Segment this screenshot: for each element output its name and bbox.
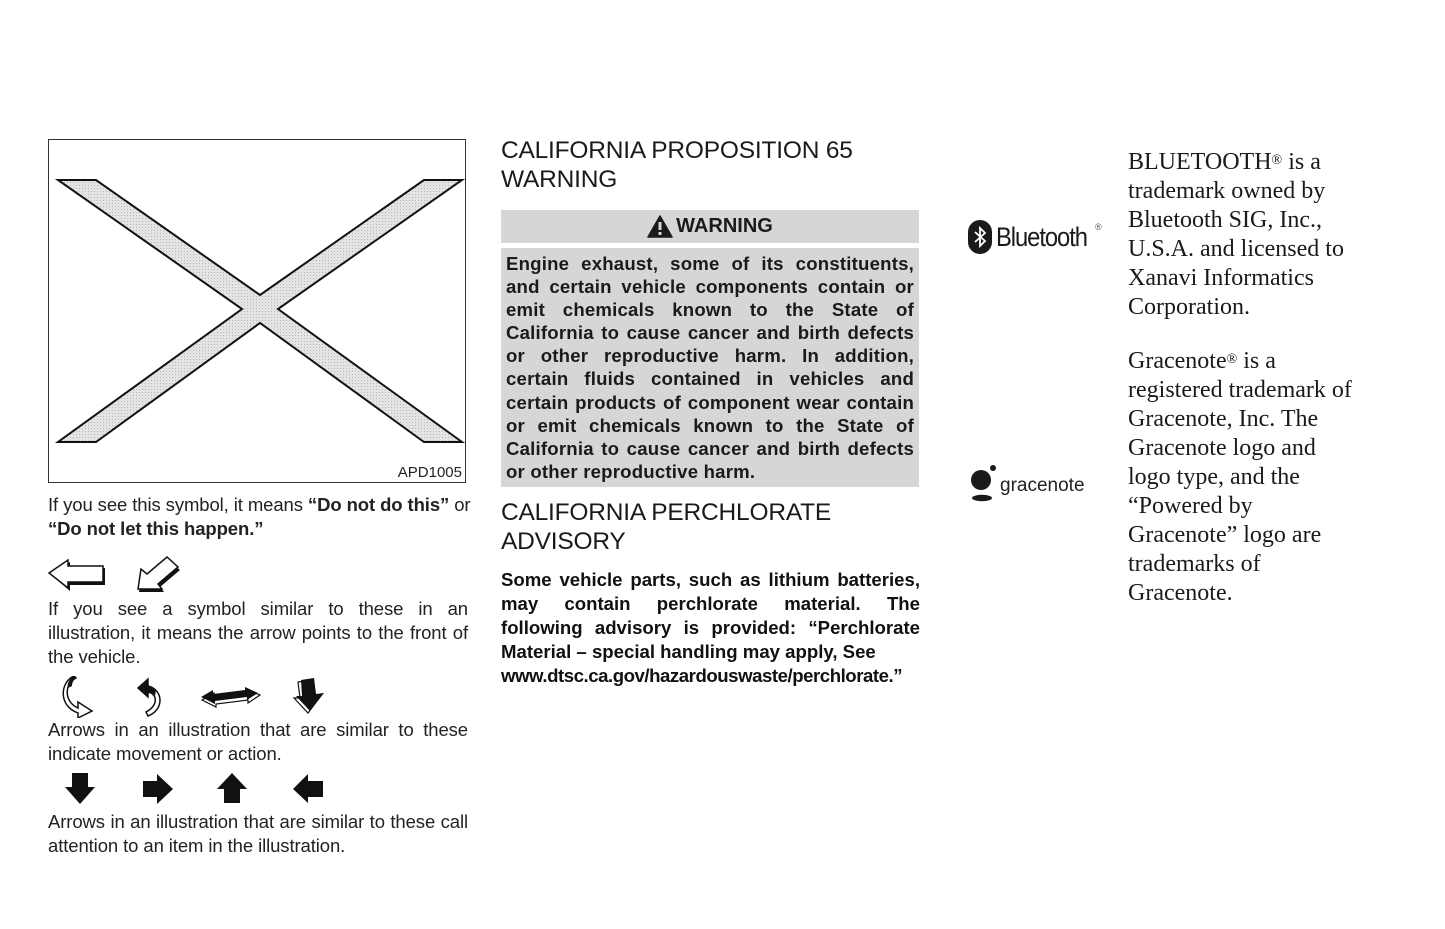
symbol-text-prefix: If you see this symbol, it means [48, 494, 308, 515]
bluetooth-line: U.S.A. and licensed to [1128, 236, 1344, 262]
bluetooth-icon [968, 220, 992, 254]
prop65-title-line1: CALIFORNIA PROPOSITION 65 [501, 137, 853, 164]
outline-arrow-left-icon [48, 558, 108, 592]
prop65-title-line2: WARNING [501, 166, 618, 193]
prohibition-figure [48, 139, 466, 483]
bluetooth-line: BLUETOOTH [1128, 149, 1272, 175]
gracenote-line: registered trademark of [1128, 377, 1352, 403]
curved-arrow-counterclockwise-icon [136, 676, 166, 718]
movement-arrows-description: Arrows in an illustration that are similar to these indicate movement or action. [48, 719, 468, 764]
warning-triangle-icon [647, 215, 673, 238]
gracenote-wordmark: gracenote [1000, 475, 1085, 496]
attention-arrows-description: Arrows in an illustration that are similar to these call attention to an item in the illustration. [48, 811, 468, 856]
perchlorate-title [501, 498, 831, 556]
gracenote-icon [968, 463, 998, 503]
gracenote-line: Gracenote logo and [1128, 435, 1316, 461]
gracenote-line: trademarks of [1128, 551, 1261, 577]
perchlorate-title-line2: ADVISORY [501, 528, 626, 555]
bluetooth-registered-mark: ® [1095, 222, 1102, 232]
do-not-do-this-text: “Do not do this” [307, 494, 450, 515]
warning-body: Engine exhaust, some of its constituents, and certain vehicle components contain or emit chemicals known to the State of California to cause cancer and birth defects or other reproductive harm. In addition, certain fluids contained in vehicles and certain products of component wear contain or emit chemicals known to the State of California to cause cancer and birth defects or other reproductive harm. [501, 248, 919, 487]
gracenote-line: Gracenote [1128, 348, 1227, 374]
bluetooth-line: Xanavi Informatics [1128, 265, 1314, 291]
symbol-text-or: or [449, 494, 471, 515]
bluetooth-line: Corporation. [1128, 294, 1250, 320]
warning-header [501, 210, 919, 243]
perchlorate-advisory [501, 568, 920, 688]
prop65-title [501, 136, 853, 194]
front-arrows-description: If you see a symbol similar to these in an illustration, it means the arrow points to the front of the vehicle. [48, 598, 468, 667]
gracenote-trademark-text [1128, 347, 1428, 608]
gracenote-line: “Powered by [1128, 493, 1253, 519]
solid-arrow-right-icon [142, 772, 174, 806]
gracenote-logo [968, 463, 1085, 503]
perchlorate-title-line1: CALIFORNIA PERCHLORATE [501, 499, 832, 526]
outline-arrow-down-left-icon [136, 556, 182, 594]
gracenote-line: Gracenote, Inc. The [1128, 406, 1319, 432]
bent-arrow-down-icon [290, 678, 326, 716]
bluetooth-line: is a [1282, 149, 1321, 175]
solid-arrow-left-icon [292, 772, 324, 806]
symbol-description [48, 493, 473, 541]
do-not-let-happen-text: “Do not let this happen.” [48, 518, 264, 539]
gracenote-line: Gracenote. [1128, 580, 1233, 606]
figure-id: APD1005 [397, 464, 462, 481]
bluetooth-logo [968, 220, 1102, 254]
perchlorate-text: Some vehicle parts, such as lithium batteries, may contain perchlorate material. The following advisory is provided: “Perchlorate Material – special handling may apply, See [501, 569, 920, 662]
solid-arrow-down-icon [64, 772, 96, 806]
curved-arrow-clockwise-icon [62, 676, 96, 718]
gracenote-line: logo type, and the [1128, 464, 1300, 490]
perchlorate-url: www.dtsc.ca.gov/hazardouswaste/perchlorate.” [501, 665, 903, 686]
attention-arrows-row [64, 772, 324, 806]
prohibition-x-icon [49, 140, 467, 484]
gracenote-line: Gracenote” logo are [1128, 522, 1322, 548]
bluetooth-trademark-text [1128, 148, 1428, 322]
registered-mark: ® [1226, 352, 1238, 367]
double-headed-arrow-icon [200, 685, 262, 709]
registered-mark: ® [1271, 153, 1283, 168]
solid-arrow-up-icon [216, 772, 248, 806]
bluetooth-line: trademark owned by [1128, 178, 1326, 204]
bluetooth-line: Bluetooth SIG, Inc., [1128, 207, 1322, 233]
gracenote-line: is a [1237, 348, 1276, 374]
front-arrows-row [48, 556, 182, 594]
warning-label: WARNING [676, 215, 773, 237]
bluetooth-wordmark: Bluetooth [996, 221, 1087, 252]
movement-arrows-row [62, 676, 326, 718]
